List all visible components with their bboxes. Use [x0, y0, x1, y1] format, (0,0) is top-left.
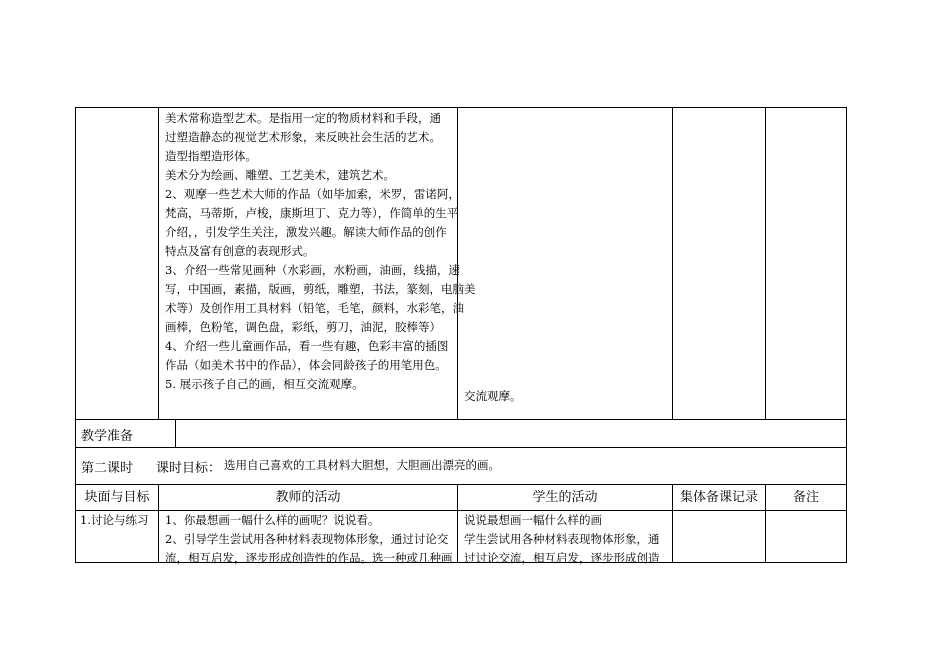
prep-label: 教学准备 — [81, 429, 134, 444]
upper-teacher-line: 特点及富有创意的表现形式。 — [165, 244, 315, 258]
upper-teacher-line: 2、观摩一些艺术大师的作品（如毕加索，米罗，雷诺阿， — [165, 187, 460, 201]
rule-upper-col3 — [672, 107, 673, 420]
rule-upper-col1 — [158, 107, 159, 420]
rule-prep-top — [75, 419, 847, 420]
row1-teacher-line: 2、引导学生尝试用各种材料表现物体形象，通过讨论交 — [165, 532, 449, 546]
rule-lesson2-bottom — [75, 484, 847, 485]
lesson2-label: 第二课时 — [81, 461, 134, 476]
upper-teacher-line: 作品（如美术书中的作品），体会同龄孩子的用笔用色。 — [165, 358, 447, 372]
row1-teacher-line: 1、你最想画一幅什么样的画呢？说说看。 — [165, 513, 380, 527]
header-record: 集体备课记录 — [679, 490, 758, 505]
row1-teacher-activity — [165, 511, 453, 568]
upper-teacher-line: 造型指塑造形体。 — [165, 149, 257, 163]
rule-prep-bottom — [75, 447, 847, 448]
upper-student-activity: 交流观摩。 — [464, 389, 522, 403]
upper-teacher-line: 梵高，马蒂斯，卢梭，康斯坦丁、克力等），作简单的生平 — [165, 206, 459, 220]
upper-teacher-line: 写，中国画，素描，版画，剪纸，雕塑，书法，篆刻，电脑美 — [165, 282, 476, 296]
row1-student-line: 过讨论交流，相互启发，逐步形成创造 — [464, 551, 660, 565]
header-block: 块面与目标 — [84, 490, 150, 505]
header-teacher: 教师的活动 — [275, 490, 341, 505]
lesson2-goal-label: 课时目标： — [156, 461, 222, 476]
header-note: 备注 — [792, 490, 819, 505]
row1-student-line: 学生尝试用各种材料表现物体形象，通 — [464, 532, 660, 546]
upper-teacher-line: 美术常称造型艺术。是指用一定的物质材料和手段，通 — [165, 111, 441, 125]
upper-teacher-line: 4、介绍一些儿童画作品，看一些有趣，色彩丰富的插图 — [165, 339, 449, 353]
upper-teacher-line: 术等）及创作用工具材料（铅笔，毛笔，颜料，水彩笔，油 — [165, 301, 464, 315]
upper-teacher-line: 过塑造静态的视觉艺术形象，来反映社会生活的艺术。 — [165, 130, 441, 144]
rule-upper-col4 — [765, 107, 766, 420]
upper-teacher-line: 介绍，，引发学生关注，激发兴趣。解读大师作品的创作 — [165, 225, 447, 239]
row1-student-line: 说说最想画一幅什么样的画 — [464, 513, 602, 527]
rule-top — [75, 107, 847, 108]
lesson2-goal-text: 选用自己喜欢的工具材料大胆想，大胆画出漂亮的画。 — [224, 458, 500, 472]
rule-prep-divider — [175, 419, 176, 448]
upper-teacher-activity — [165, 109, 476, 394]
row1-teacher-line: 流，相互启发，逐步形成创造性的作品。选一种或几种画 — [165, 551, 453, 565]
header-student: 学生的活动 — [532, 490, 598, 505]
row1-student-activity — [464, 511, 660, 568]
upper-teacher-line: 美术分为绘画、雕塑、工艺美术，建筑艺术。 — [165, 168, 395, 182]
upper-teacher-line: 画棒，色粉笔，调色盘，彩纸，剪刀，油泥，胶棒等） — [165, 320, 441, 334]
row1-block: 1.讨论与练习 — [80, 513, 149, 527]
upper-teacher-line: 3、介绍一些常见画种（水彩画，水粉画，油画，线描，速 — [165, 263, 460, 277]
upper-teacher-line: 5. 展示孩子自己的画，相互交流观摩。 — [165, 377, 364, 391]
